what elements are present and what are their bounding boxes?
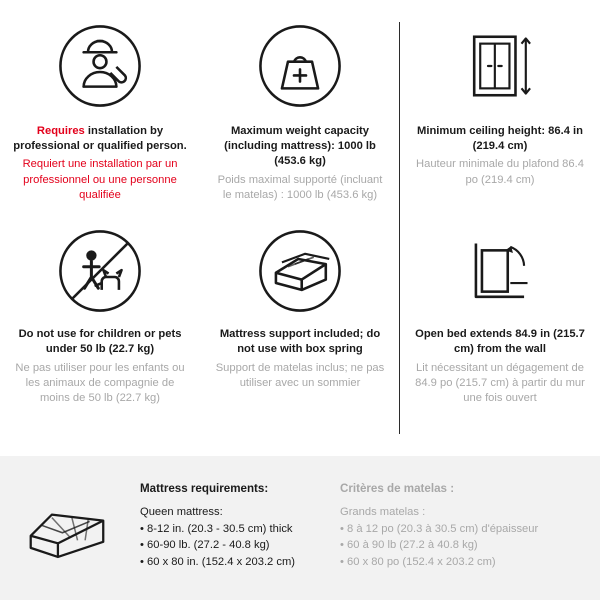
no-children-pets-icon	[57, 225, 143, 317]
banner-title-fr: Critères de matelas :	[340, 482, 455, 495]
worker-wrench-icon	[57, 18, 143, 114]
icon-row-2	[0, 221, 600, 406]
bed-extends-wall-icon	[457, 225, 543, 317]
cell-text-fr: Ne pas utiliser pour les enfants ou les animaux de compagnie de moins de 50 lb (22.7 kg)	[15, 361, 185, 405]
cell-text-fr: Requiert une installation par un professionnel ou une personne qualifiée	[22, 158, 178, 201]
banner-item-fr: • 8 à 12 po (20.3 à 30.5 cm) d'épaisseur	[340, 522, 539, 535]
cell-text-fr: Hauteur minimale du plafond 86.4 po (219.4 cm)	[416, 158, 584, 186]
cell-text-en: Mattress support included; do not use with box spring	[219, 328, 381, 356]
ceiling-height-icon	[457, 18, 543, 114]
banner-item-fr: • 60 x 80 po (152.4 x 203.2 cm)	[340, 555, 496, 568]
banner-item-fr: • 60 à 90 lb (27.2 à 40.8 kg)	[340, 539, 478, 552]
cell-text-fr: Support de matelas inclus; ne pas utiliser avec un sommier	[215, 361, 385, 389]
cell-text-en: Minimum ceiling height: 86.4 in (219.4 cm)	[417, 125, 583, 153]
cell-text-en: Open bed extends 84.9 in (215.7 cm) from the wall	[415, 328, 585, 356]
cell-text-en: Maximum weight capacity (including mattress): 1000 lb (453.6 kg)	[224, 125, 376, 168]
cell-max-weight	[200, 14, 400, 203]
mattress-icon	[0, 478, 140, 566]
banner-subtitle-en: Queen mattress:	[140, 506, 223, 518]
icon-row-1	[0, 14, 600, 203]
cell-bed-extends	[400, 221, 600, 406]
requires-keyword: Requires	[36, 125, 85, 137]
cell-text-en: Do not use for children or pets under 50 lb (22.7 kg)	[18, 328, 182, 356]
banner-column-en	[140, 478, 340, 570]
cell-text-fr: Lit nécessitant un dégagement de 84.9 po (215.7 cm) à partir du mur une fois ouvert	[415, 361, 585, 405]
cell-text-en: Requires installation by professional or qualified person.	[13, 125, 187, 153]
vertical-divider	[399, 22, 400, 434]
mattress-support-icon	[257, 225, 343, 317]
banner-item-en: • 60-90 lb. (27.2 - 40.8 kg)	[140, 539, 270, 552]
cell-mattress-support	[200, 221, 400, 406]
banner-subtitle-fr: Grands matelas :	[340, 506, 426, 518]
weight-plus-icon	[257, 18, 343, 114]
banner-title-en: Mattress requirements:	[140, 482, 269, 495]
banner-column-fr	[340, 478, 570, 570]
cell-no-children-pets	[0, 221, 200, 406]
banner-item-en: • 8-12 in. (20.3 - 30.5 cm) thick	[140, 522, 293, 535]
cell-ceiling-height	[400, 14, 600, 203]
banner-item-en: • 60 x 80 in. (152.4 x 203.2 cm)	[140, 555, 296, 568]
cell-text-fr: Poids maximal supporté (incluant le matelas) : 1000 lb (453.6 kg)	[217, 173, 383, 201]
mattress-requirements-banner	[0, 456, 600, 600]
cell-requires-installation	[0, 14, 200, 203]
